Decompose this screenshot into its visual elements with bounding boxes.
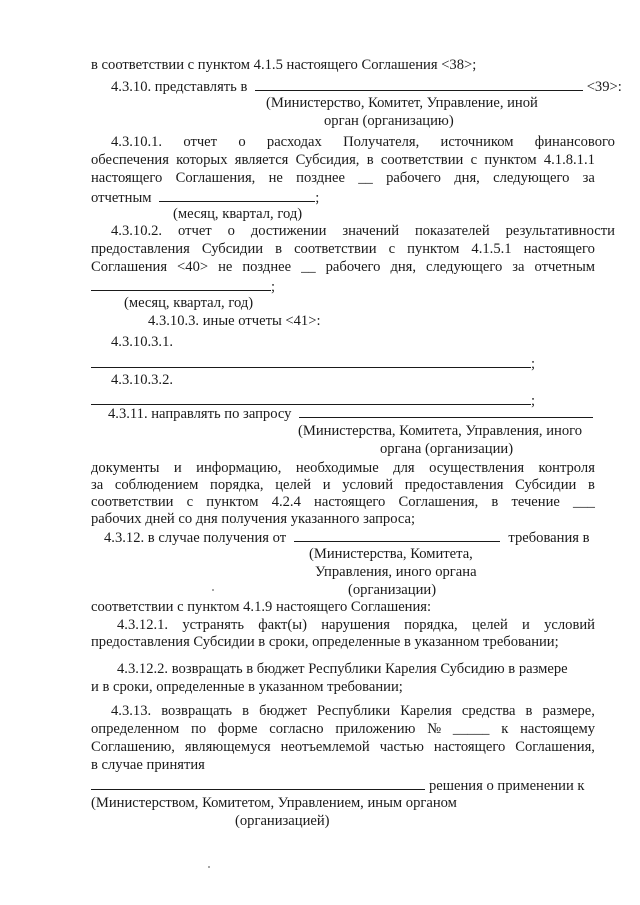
hint-caption: (месяц, квартал, год) [173,206,303,222]
w: согласно [269,721,324,737]
w: о [238,134,246,150]
clause-text: требования в [508,530,590,546]
w: соответствии [294,241,377,257]
w: настоящего [91,170,163,186]
w: № [427,721,442,737]
w: отчетным [534,259,595,275]
scan-speck [212,589,214,591]
w: в [366,152,374,168]
w: предоставления [404,477,504,493]
text-line [91,170,595,187]
punctuation: ; [315,190,320,206]
text-line: предоставления Субсидии в сроки, определенные в указанном требовании; [91,634,559,650]
w: условий [342,477,394,493]
w: и [322,477,331,493]
w: и [173,460,182,476]
clause-4-3-10 [111,77,622,96]
fill-in-blank[interactable] [299,404,593,418]
w: Соглашения, [515,739,595,755]
w: для [393,460,415,476]
w: позднее [296,170,345,186]
w: пунктом [206,494,259,510]
w: необходимые [295,460,379,476]
w: документы [91,460,160,476]
clause-4-3-10-3-2: 4.3.10.3.2. [111,372,174,388]
w: является [234,152,289,168]
w: за [512,259,525,275]
text-line: рабочих дней со дня получения указанного запроса; [91,511,416,527]
text-line: в соответствии с пунктом 4.1.5 настоящего Соглашения <38>; [91,57,477,73]
fill-in-blank[interactable] [91,277,271,291]
w: обеспечения [91,152,169,168]
w: Соглашения [91,259,168,275]
w: отчет [178,223,212,239]
w: в [525,703,533,719]
w: контроля [538,460,595,476]
w: определенном [91,721,180,737]
clause-4-3-12-1 [117,617,595,634]
w: соблюдением [114,477,199,493]
w: пунктом [484,152,537,168]
w: в [491,494,499,510]
w: следующего [493,170,570,186]
w: по [191,721,207,737]
fill-in-blank[interactable] [255,77,583,91]
clause-4-3-10-1 [111,134,615,151]
w: расходах [266,134,322,150]
w: __ [358,170,373,186]
clause-4-3-10-3: 4.3.10.3. иные отчеты <41>: [148,313,321,329]
w: показателей [414,223,490,239]
w: нарушения [321,617,390,633]
hint-caption: (месяц, квартал, год) [124,295,254,311]
w: Получателя, [343,134,420,150]
w: порядка, [404,617,458,633]
punctuation: ; [531,356,536,372]
w: 4.2.4 [271,494,301,510]
w: результативности [505,223,615,239]
w: Субсидии [201,241,264,257]
w: являющемуся [184,739,271,755]
w: за [91,477,104,493]
text-line: соответствии с пунктом 4.1.9 настоящего Соглашения: [91,599,432,615]
w: дня, [390,259,417,275]
w: <40> [177,259,209,275]
w: устранять [182,617,244,633]
w: с [186,494,194,510]
w: неотъемлемой [280,739,370,755]
w: Субсидии [515,477,577,493]
w: рабочего [325,259,381,275]
w: целей [471,617,508,633]
text-fragment: решения о применении к [429,778,585,794]
fill-in-blank[interactable] [91,354,531,368]
w: 4.3.10.2. [111,223,163,239]
text-fragment: отчетным [91,190,152,206]
w: настоящему [520,721,595,737]
fill-in-blank[interactable] [294,528,500,542]
text-line [91,460,595,477]
w: соответствии [380,152,464,168]
w: позднее [242,259,292,275]
w: настоящего [523,241,595,257]
w: к [501,721,509,737]
text-line [91,776,585,795]
w: осуществления [429,460,525,476]
hint-caption: (организацией) [235,813,330,829]
text-line [91,188,319,207]
w: за [582,170,595,186]
hint-caption: (Министерство, Комитет, Управление, иной [266,95,538,111]
fill-in-blank[interactable] [91,391,531,405]
w: форме [217,721,258,737]
w: значений [342,223,400,239]
text-line: и в сроки, определенные в указанном требовании; [91,679,403,695]
w: которых [176,152,228,168]
punctuation: ; [271,279,276,295]
w: возвращать [161,703,233,719]
w: следующего [426,259,503,275]
hint-caption: (Министерства, Комитета, [309,546,473,562]
hint-caption: органа (организации) [380,441,514,457]
w: Соглашения, [398,494,479,510]
punctuation: ; [531,393,536,409]
w: рабочего [386,170,441,186]
clause-4-3-13 [91,703,595,720]
w: не [268,170,283,186]
text-line [91,354,535,373]
w: приложению [335,721,416,737]
clause-4-3-10-2 [111,223,615,240]
w: в [275,241,283,257]
w: источником [440,134,514,150]
w: ___ [573,494,595,510]
hint-caption: (организации) [348,582,437,598]
clause-text: 4.3.12. в случае получения от [104,530,287,546]
text-line [91,721,595,738]
clause-4-3-10-3-1: 4.3.10.3.1. [111,334,174,350]
w: __ [301,259,316,275]
w: _____ [452,721,490,737]
w: пунктом [407,241,460,257]
text-line [91,259,595,276]
w: в [242,703,250,719]
w: 4.3.12.1. [117,617,169,633]
text-line [91,241,595,258]
w: целей [275,477,312,493]
footnote-ref: <39>: [586,79,622,95]
w: частью [379,739,424,755]
w: информацию, [196,460,282,476]
w: течение [511,494,560,510]
w: 4.1.5.1 [471,241,512,257]
w: с [388,241,396,257]
w: соответствии [91,494,174,510]
w: 4.3.13. [111,703,152,719]
w: Субсидия, [295,152,360,168]
clause-4-3-12-2: 4.3.12.2. возвращать в бюджет Республики Карелия Субсидию в размере [117,661,568,677]
clause-4-3-12 [104,528,590,547]
clause-4-3-11 [108,404,593,423]
w: финансового [534,134,615,150]
scan-speck [208,866,210,868]
w: о [227,223,235,239]
w: настоящего [433,739,506,755]
hint-caption: Управления, иного органа [315,564,477,580]
hint-caption: (Министерства, Комитета, Управления, иного [298,423,583,439]
w: не [218,259,233,275]
w: 4.1.8.1.1 [543,152,595,168]
hint-caption: орган (организацию) [324,113,454,129]
w: Соглашения, [175,170,256,186]
w: средства [461,703,516,719]
clause-text: 4.3.11. направлять по запросу [108,406,292,422]
text-line [91,152,595,169]
w: факт(ы) [258,617,307,633]
fill-in-blank[interactable] [91,776,425,790]
w: бюджет [259,703,307,719]
w: отчет [183,134,218,150]
w: достижении [250,223,327,239]
fill-in-blank[interactable] [159,188,315,202]
w: с [470,152,478,168]
w: и [522,617,530,633]
w: в [588,477,595,493]
w: дня, [454,170,480,186]
w: Соглашению, [91,739,175,755]
w: Карелия [400,703,452,719]
text-line: в случае принятия [91,757,205,773]
clause-text: 4.3.10. представлять в [111,79,248,95]
w: настоящего [314,494,386,510]
text-line [91,494,595,511]
text-line [91,477,595,494]
w: размере, [542,703,595,719]
hint-caption: (Министерством, Комитетом, Управлением, иным органом [91,795,457,811]
text-line [91,277,275,296]
w: Республики [316,703,391,719]
w: порядка, [210,477,264,493]
w: условий [544,617,595,633]
w: 4.3.10.1. [111,134,163,150]
w: предоставления [91,241,190,257]
text-line [91,739,595,756]
